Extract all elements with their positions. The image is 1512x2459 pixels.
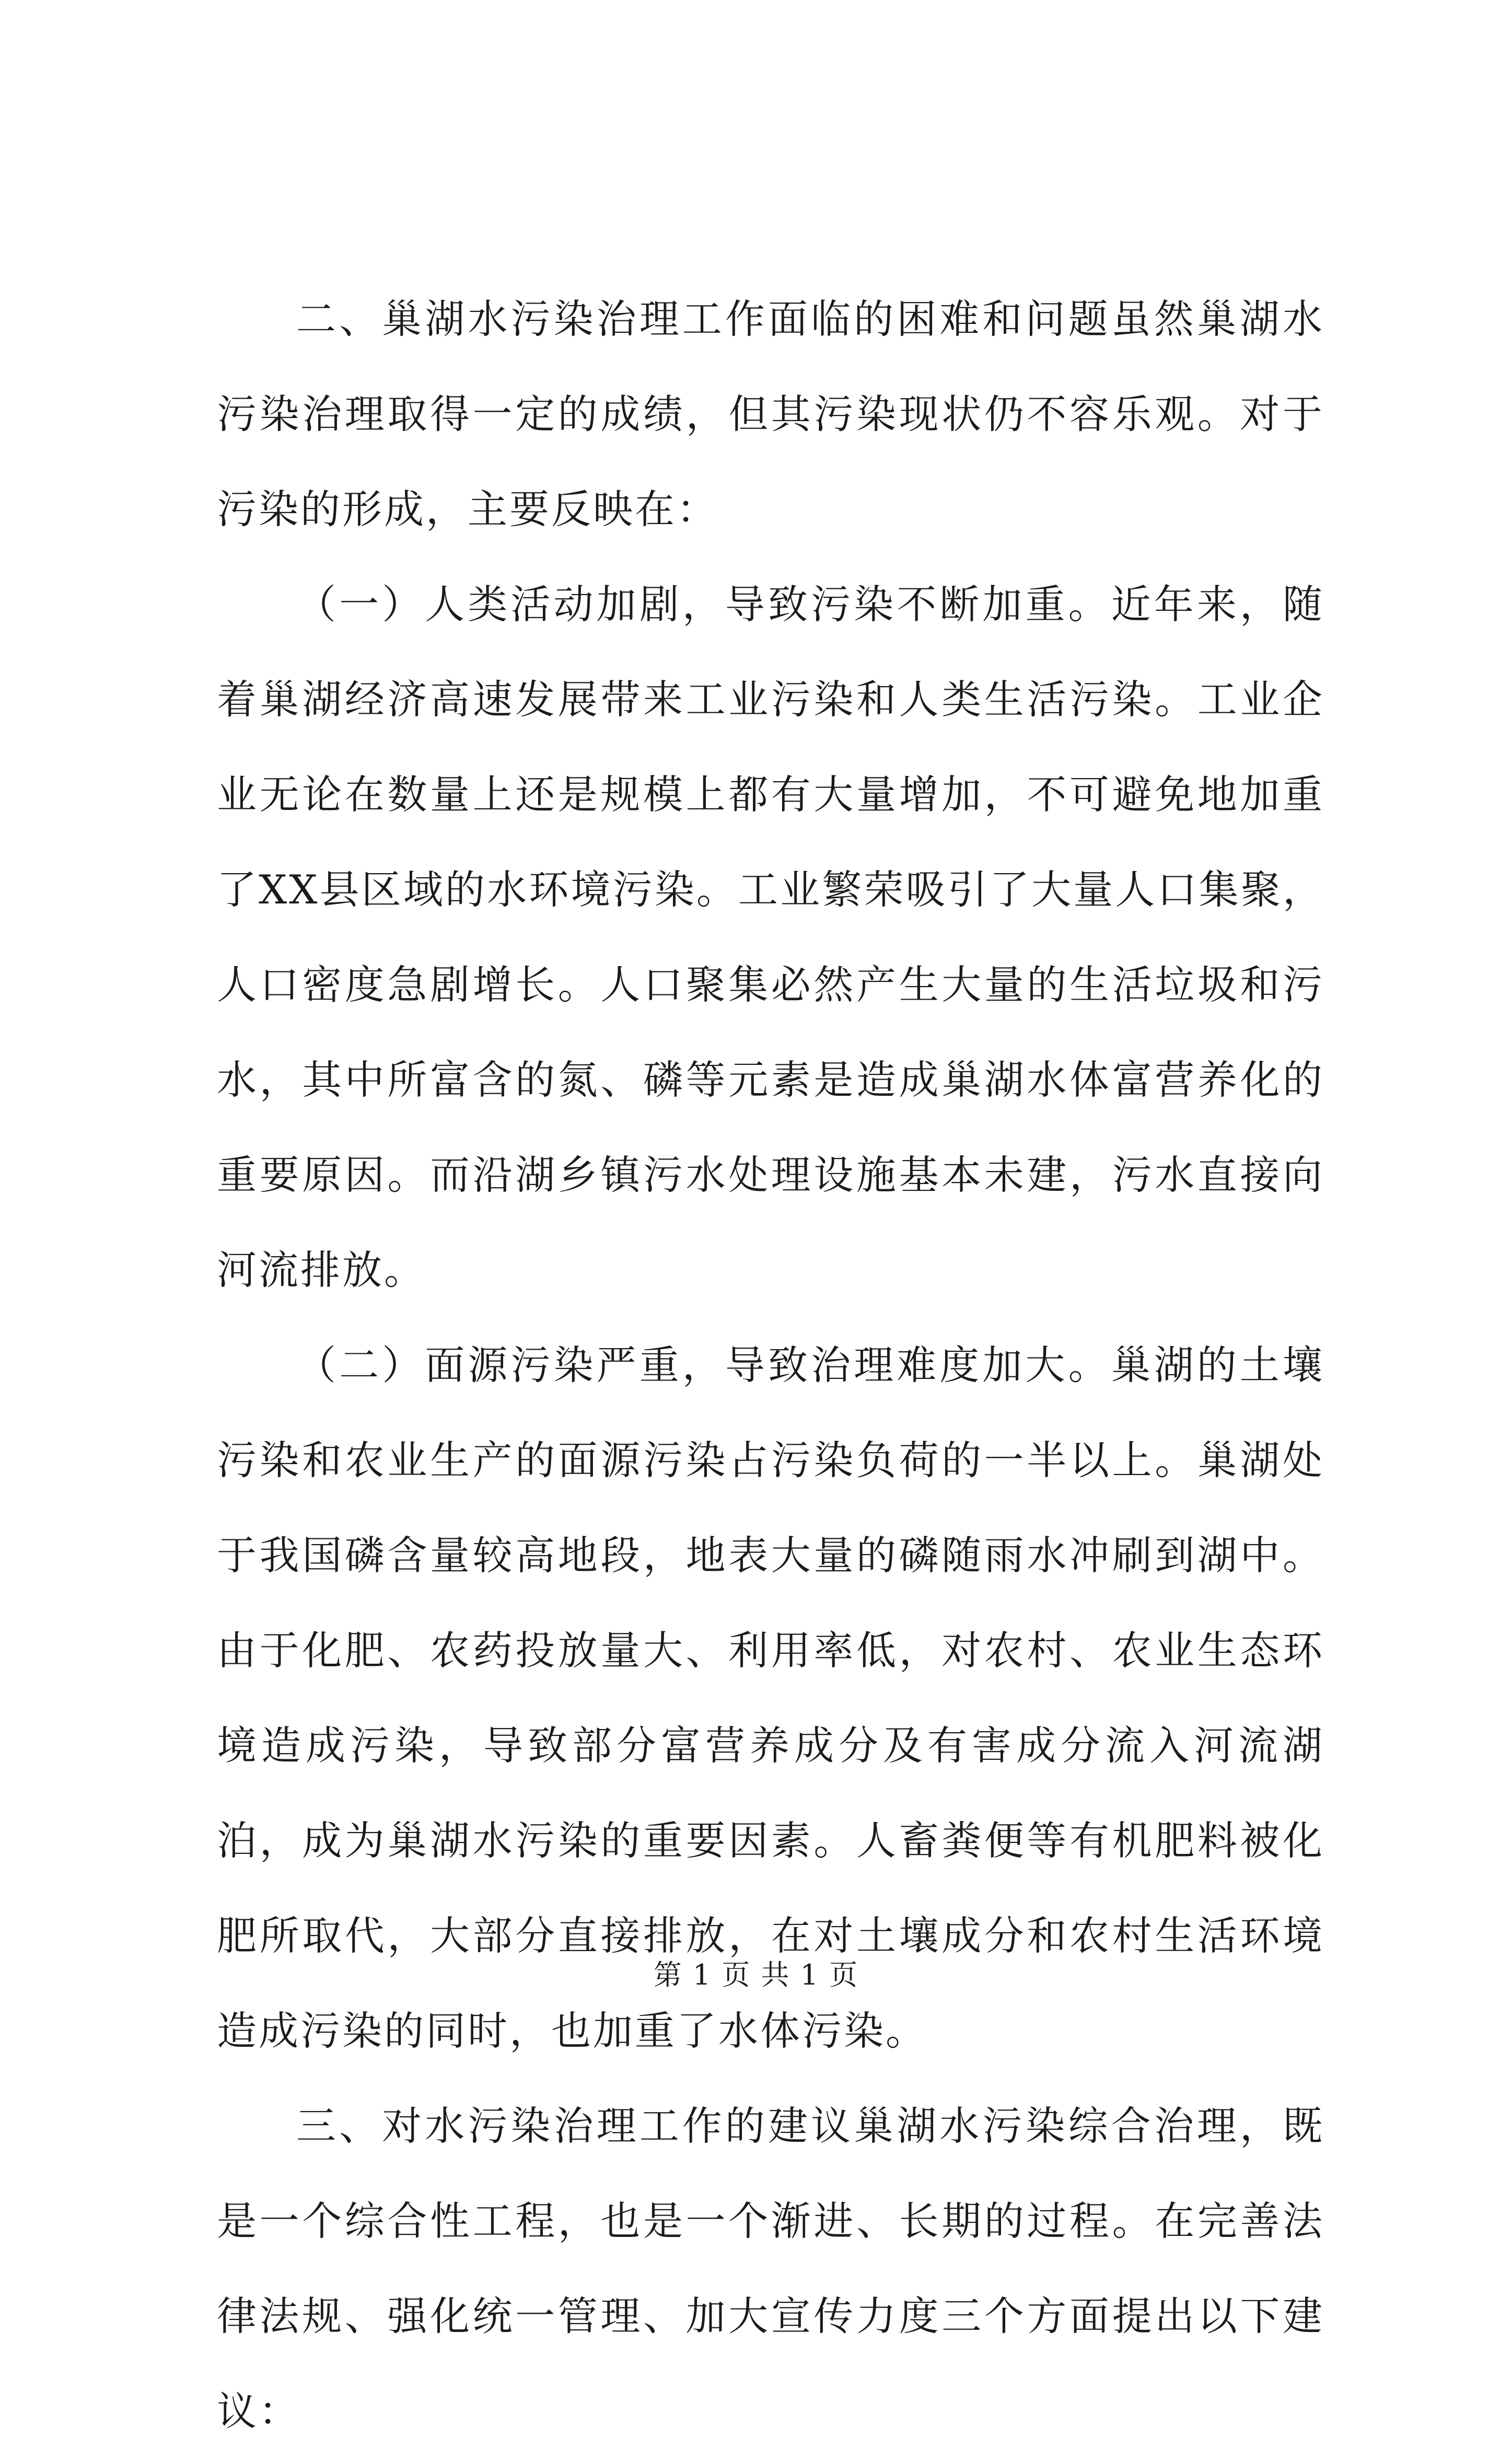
document-body — [217, 272, 1324, 2459]
paragraph-section-three: 三、对水污染治理工作的建议巢湖水污染综合治理，既是一个综合性工程，也是一个渐进、长期的过程。在完善法律法规、强化统一管理、加大宣传力度三个方面提出以下建议： — [217, 2103, 1324, 2434]
paragraph-section-two: 二、巢湖水污染治理工作面临的困难和问题虽然巢湖水污染治理取得一定的成绩，但其污染现状仍不容乐观。对于污染的形成，主要反映在： — [217, 296, 1324, 532]
paragraph-item-two: （二）面源污染严重，导致治理难度加大。巢湖的土壤污染和农业生产的面源污染占污染负荷的一半以上。巢湖处于我国磷含量较高地段，地表大量的磷随雨水冲刷到湖中。由于化肥、农药投放量大、利用率低，对农村、农业生态环境造成污染，导致部分富营养成分及有害成分流入河流湖泊，成为巢湖水污染的重要因素。人畜粪便等有机肥料被化肥所取代，大部分直接排放，在对土壤成分和农村生活环境造成污染的同时，也加重了水体污染。 — [217, 1342, 1324, 2054]
paragraph-item-one: （一）人类活动加剧，导致污染不断加重。近年来，随着巢湖经济高速发展带来工业污染和人类生活污染。工业企业无论在数量上还是规模上都有大量增加，不可避免地加重了XX县区域的水环境污染。工业繁荣吸引了大量人口集聚，人口密度急剧增长。人口聚集必然产生大量的生活垃圾和污水，其中所富含的氮、磷等元素是造成巢湖水体富营养化的重要原因。而沿湖乡镇污水处理设施基本未建，污水直接向河流排放。 — [217, 581, 1324, 1293]
page-number-footer: 第 1 页 共 1 页 — [653, 1958, 859, 1991]
